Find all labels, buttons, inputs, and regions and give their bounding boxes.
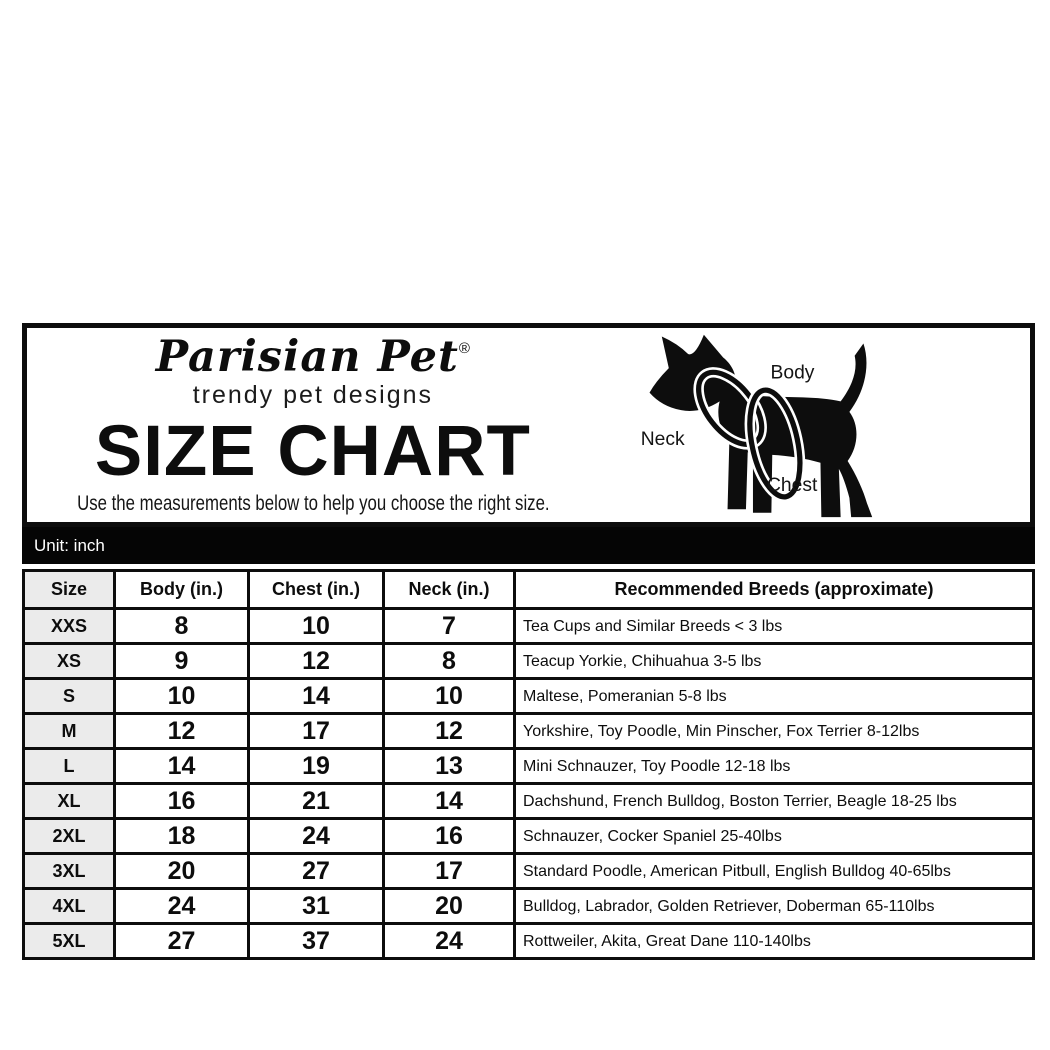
diagram-label-body: Body xyxy=(770,362,815,384)
size-cell: XS xyxy=(24,644,115,679)
size-chart-sheet xyxy=(22,323,1035,960)
breeds-cell: Teacup Yorkie, Chihuahua 3-5 lbs xyxy=(515,644,1034,679)
breeds-cell: Rottweiler, Akita, Great Dane 110-140lbs xyxy=(515,924,1034,959)
neck-cell: 16 xyxy=(384,819,515,854)
chest-cell: 24 xyxy=(249,819,384,854)
table-row xyxy=(24,714,1034,749)
body-cell: 18 xyxy=(115,819,249,854)
col-header-chest: Chest (in.) xyxy=(249,571,384,609)
body-cell: 12 xyxy=(115,714,249,749)
breeds-cell: Bulldog, Labrador, Golden Retriever, Doberman 65-110lbs xyxy=(515,889,1034,924)
chest-cell: 37 xyxy=(249,924,384,959)
table-row xyxy=(24,609,1034,644)
size-cell: XXS xyxy=(24,609,115,644)
breeds-cell: Mini Schnauzer, Toy Poodle 12-18 lbs xyxy=(515,749,1034,784)
chest-cell: 27 xyxy=(249,854,384,889)
page-subtitle: Use the measurements below to help you choose the right size. xyxy=(76,491,550,515)
col-header-size: Size xyxy=(24,571,115,609)
breeds-cell: Schnauzer, Cocker Spaniel 25-40lbs xyxy=(515,819,1034,854)
size-cell: 5XL xyxy=(24,924,115,959)
neck-cell: 17 xyxy=(384,854,515,889)
measurement-diagram xyxy=(599,328,1030,522)
header-box xyxy=(22,323,1035,527)
diagram-label-chest: Chest xyxy=(766,474,818,496)
table-row xyxy=(24,679,1034,714)
chest-cell: 12 xyxy=(249,644,384,679)
chest-cell: 17 xyxy=(249,714,384,749)
breeds-cell: Yorkshire, Toy Poodle, Min Pinscher, Fox Terrier 8-12lbs xyxy=(515,714,1034,749)
neck-cell: 24 xyxy=(384,924,515,959)
neck-cell: 13 xyxy=(384,749,515,784)
neck-cell: 7 xyxy=(384,609,515,644)
table-header-row xyxy=(24,571,1034,609)
body-cell: 16 xyxy=(115,784,249,819)
breeds-cell: Tea Cups and Similar Breeds < 3 lbs xyxy=(515,609,1034,644)
body-cell: 8 xyxy=(115,609,249,644)
chest-cell: 14 xyxy=(249,679,384,714)
neck-cell: 12 xyxy=(384,714,515,749)
registered-trademark-icon: ® xyxy=(458,340,470,358)
breeds-cell: Standard Poodle, American Pitbull, English Bulldog 40-65lbs xyxy=(515,854,1034,889)
size-cell: M xyxy=(24,714,115,749)
chest-cell: 10 xyxy=(249,609,384,644)
brand-tagline: trendy pet designs xyxy=(192,381,433,410)
breeds-cell: Maltese, Pomeranian 5-8 lbs xyxy=(515,679,1034,714)
table-row xyxy=(24,889,1034,924)
body-cell: 24 xyxy=(115,889,249,924)
chest-cell: 21 xyxy=(249,784,384,819)
size-cell: 2XL xyxy=(24,819,115,854)
page-title: SIZE CHART xyxy=(94,411,531,491)
brand-logo-text: Parisian Pet xyxy=(155,332,459,383)
table-row xyxy=(24,644,1034,679)
unit-label: Unit: inch xyxy=(34,535,105,555)
unit-bar xyxy=(22,527,1035,564)
size-table-body xyxy=(24,609,1034,959)
table-row xyxy=(24,784,1034,819)
body-cell: 27 xyxy=(115,924,249,959)
neck-cell: 14 xyxy=(384,784,515,819)
col-header-breeds: Recommended Breeds (approximate) xyxy=(515,571,1034,609)
col-header-neck: Neck (in.) xyxy=(384,571,515,609)
size-cell: S xyxy=(24,679,115,714)
size-cell: XL xyxy=(24,784,115,819)
size-cell: L xyxy=(24,749,115,784)
dog-silhouette-icon xyxy=(639,331,902,520)
body-cell: 10 xyxy=(115,679,249,714)
table-row xyxy=(24,924,1034,959)
table-row xyxy=(24,854,1034,889)
body-cell: 9 xyxy=(115,644,249,679)
size-cell: 3XL xyxy=(24,854,115,889)
size-table xyxy=(22,569,1035,960)
chest-cell: 31 xyxy=(249,889,384,924)
body-cell: 20 xyxy=(115,854,249,889)
table-row xyxy=(24,749,1034,784)
col-header-body: Body (in.) xyxy=(115,571,249,609)
chest-cell: 19 xyxy=(249,749,384,784)
brand-block xyxy=(27,328,599,522)
brand-logo xyxy=(155,332,470,383)
neck-cell: 20 xyxy=(384,889,515,924)
table-row xyxy=(24,819,1034,854)
body-cell: 14 xyxy=(115,749,249,784)
size-cell: 4XL xyxy=(24,889,115,924)
neck-cell: 10 xyxy=(384,679,515,714)
neck-cell: 8 xyxy=(384,644,515,679)
breeds-cell: Dachshund, French Bulldog, Boston Terrier, Beagle 18-25 lbs xyxy=(515,784,1034,819)
diagram-label-neck: Neck xyxy=(640,428,685,450)
